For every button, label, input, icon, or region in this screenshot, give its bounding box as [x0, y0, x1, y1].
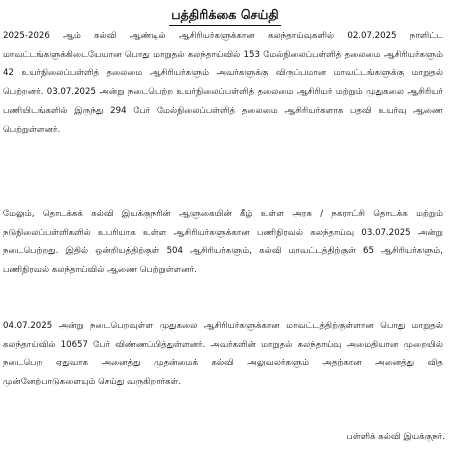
title-container	[0, 4, 450, 26]
document-title: பத்திரிக்கை செய்தி	[169, 7, 280, 26]
paragraph-redeployment-counseling: மேலும், தொடக்கக் கல்வி இயக்குநரின் ஆளுகையின் கீழ் உள்ள அரசு / நகராட்சி தொடக்க மற்றும் நடுநிலைப்பள்ளிகளில் உபரியாக உள்ள ஆசிரியர்களுக்கான பணிநிரவல் கலந்தாய்வு 03.07.2025 அன்று நடைபெற்றது. இதில் ஒன்றியத்திற்குள் 504 ஆசிரியர்களும், கல்வி மாவட்டத்திற்குள் 65 ஆசிரியர்களும், பணிநிரவல் கலந்தாய்வில் ஆணை பெற்றுள்ளனர்.	[3, 209, 443, 276]
paragraph-transfer-counseling: 2025-2026 ஆம் கல்வி ஆண்டில் ஆசிரியர்களுக்கான கலந்தாய்வுகளில் 02.07.2025 நாளிட்ட மாவட்டங்களுக்கிடையேயான பொது மாறுதல் கலந்தாய்வில் 153 மேல்நிலைப்பள்ளித் தலைமை ஆசிரியர்களும் 42 உயர்நிலைப்பள்ளித் தலைமை ஆசிரியர்களும் அவர்களுக்கு விருப்பமான மாவட்டங்களுக்கு மாறுதல் பெற்றனர். 03.07.2025 அன்று நடைபெற்ற உயர்நிலைப்பள்ளித் தலைமை ஆசிரியர் மற்றும் முதுகலை ஆசிரியர் பணியிடங்களில் இருந்து 294 பேர் மேல்நிலைப்பள்ளித் தலைமை ஆசிரியர்களாக பதவி உயர்வு ஆணை பெற்றுள்ளனர்.	[3, 31, 443, 135]
paragraph-upcoming-counseling: 04.07.2025 அன்று நடைபெறவுள்ள முதுகலை ஆசிரியர்களுக்கான மாவட்டத்திற்குள்ளான பொது மாறுதல் கலந்தாய்வில் 10657 பேர் விண்ணப்பித்துள்ளனர். அவர்களின் மாறுதல் கலந்தாய்வு அமைதியான முறையில் நடைபெற ஏதுவாக அனைத்து முதன்மைக் கல்வி அலுவலர்களும் அதற்கான அனைத்து வித முன்னேற்பாடுகளையும் செய்து வருகிறார்கள்.	[3, 321, 443, 388]
signature-line: பள்ளிக் கல்வி இயக்குநர்.	[346, 432, 445, 442]
